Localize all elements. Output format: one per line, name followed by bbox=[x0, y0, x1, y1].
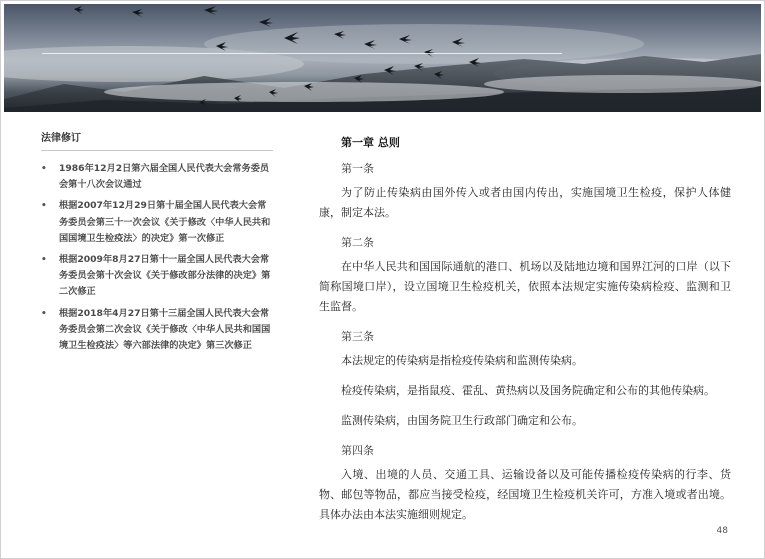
bullet-icon: • bbox=[41, 255, 47, 266]
revision-list bbox=[41, 161, 273, 354]
bullet-icon: • bbox=[41, 164, 47, 174]
revision-history-sidebar bbox=[41, 129, 273, 359]
header-banner-image bbox=[4, 4, 761, 112]
article-heading: 第一条 bbox=[341, 162, 374, 175]
law-text-column bbox=[319, 129, 731, 535]
revision-item-text: 根据2007年12月29日第十届全国人民代表大会常务委员会第三十一次会议《关于修改〈中华人民共和国国境卫生检疫法〉的决定》第一次修正 bbox=[59, 200, 271, 244]
article-heading: 第三条 bbox=[341, 330, 374, 343]
sidebar-title: 法律修订 bbox=[41, 129, 273, 151]
revision-item bbox=[41, 161, 273, 193]
chapter-title: 第一章 总则 bbox=[341, 136, 400, 149]
revision-item bbox=[41, 252, 273, 301]
article-paragraph: 入境、出境的人员、交通工具、运输设备以及可能传播检疫传染病的行李、货物、邮包等物品，都应当接受检疫，经国境卫生检疫机关许可，方准入境或者出境。具体办法由本法实施细则规定。 bbox=[319, 468, 731, 521]
article-heading: 第二条 bbox=[341, 236, 374, 249]
revision-item bbox=[41, 198, 273, 247]
revision-item-text: 根据2009年8月27日第十一届全国人民代表大会常务委员会第十次会议《关于修改部分法律的决定》第二次修正 bbox=[59, 254, 271, 298]
geese-over-mountains-illustration bbox=[4, 4, 761, 112]
article-paragraph: 监测传染病，由国务院卫生行政部门确定和公布。 bbox=[341, 414, 583, 427]
article-paragraph: 在中华人民共和国国际通航的港口、机场以及陆地边境和国界江河的口岸（以下简称国境口岸），设立国境卫生检疫机关，依照本法规定实施传染病检疫、监测和卫生监督。 bbox=[319, 260, 731, 313]
banner-divider-line bbox=[42, 53, 562, 54]
article-paragraph: 检疫传染病，是指鼠疫、霍乱、黄热病以及国务院确定和公布的其他传染病。 bbox=[341, 384, 715, 397]
revision-item bbox=[41, 306, 273, 355]
bullet-icon: • bbox=[41, 308, 47, 319]
revision-item-text: 1986年12月2日第六届全国人民代表大会常务委员会第十八次会议通过 bbox=[59, 163, 270, 191]
article-paragraph: 本法规定的传染病是指检疫传染病和监测传染病。 bbox=[341, 354, 583, 367]
article-heading: 第四条 bbox=[341, 444, 374, 457]
article-paragraph: 为了防止传染病由国外传入或者由国内传出，实施国境卫生检疫，保护人体健康，制定本法。 bbox=[319, 186, 731, 219]
page-number: 48 bbox=[716, 526, 728, 536]
revision-item-text: 根据2018年4月27日第十三届全国人民代表大会常务委员会第二次会议《关于修改〈中华人民共和国国境卫生检疫法〉等六部法律的决定》第三次修正 bbox=[59, 307, 271, 352]
bullet-icon: • bbox=[41, 201, 47, 212]
